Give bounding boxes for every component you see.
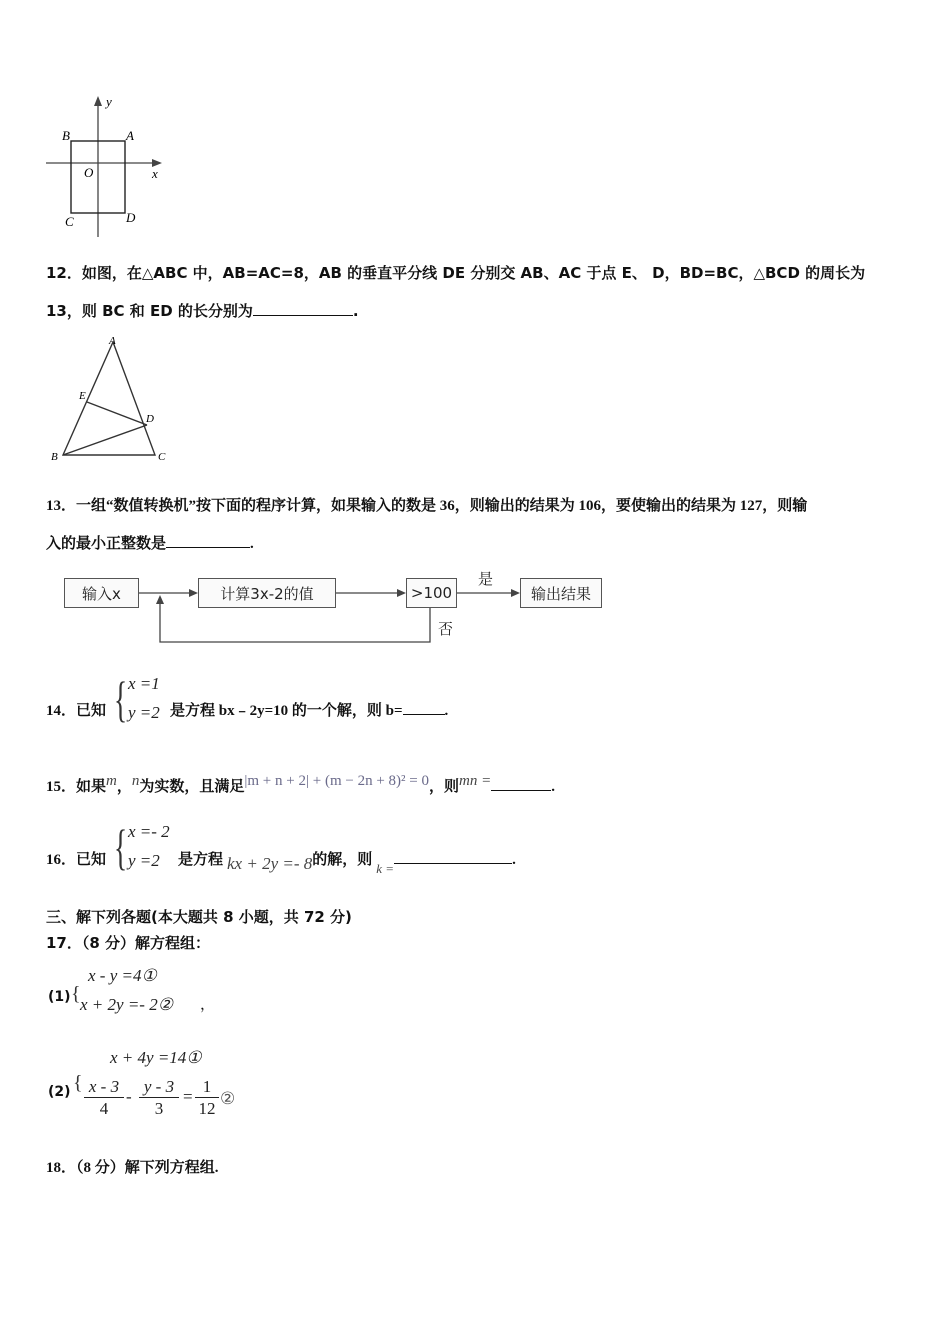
flow-output-box: 输出结果 xyxy=(520,578,602,608)
q15-prefix: 15．如果 xyxy=(46,779,107,795)
q15-sep: ， xyxy=(116,779,132,795)
q15-then: ，则 xyxy=(428,779,459,795)
q12-line2-text: 13，则 BC 和 ED 的长分别为 xyxy=(46,302,253,320)
q14-prefix: 14．已知 xyxy=(46,703,107,719)
label-d: D xyxy=(126,210,136,225)
flowchart-connectors xyxy=(0,560,950,660)
q15-expr: mn = xyxy=(459,773,492,789)
label-c: C xyxy=(158,451,166,463)
coordinate-square-figure xyxy=(40,92,180,242)
flow-no-label: 否 xyxy=(438,620,454,638)
q13-line2-text: 入的最小正整数是 xyxy=(46,536,167,552)
q14-answer-blank[interactable] xyxy=(403,700,445,715)
q15-var-m: m xyxy=(106,773,117,789)
q15-var-n: n xyxy=(131,773,140,789)
equals-sign: = xyxy=(183,1087,193,1106)
frac3: 1 12 xyxy=(195,1077,219,1120)
label-a: A xyxy=(126,128,134,143)
segment-bd xyxy=(63,425,147,455)
segment-ed xyxy=(87,402,147,425)
q17-title: 17．（8 分）解方程组： xyxy=(46,934,211,952)
q14-end: . xyxy=(444,703,449,719)
q17-p2-brace: { xyxy=(73,1072,83,1094)
q12-end: . xyxy=(352,302,359,320)
q16-prefix: 16．已知 xyxy=(46,852,107,868)
flow-compare-box: >100 xyxy=(406,578,457,608)
minus-sign: - xyxy=(126,1087,132,1106)
q13-line2 xyxy=(46,532,254,553)
q16-equation: kx + 2y =- 8 xyxy=(227,854,313,873)
q13-answer-blank[interactable] xyxy=(166,533,250,548)
q14-brace: { xyxy=(114,671,128,727)
q15-line xyxy=(46,773,555,796)
frac2: y - 3 3 xyxy=(139,1077,179,1120)
label-o: O xyxy=(84,165,94,180)
label-e: E xyxy=(79,390,86,402)
q17-p1-brace: { xyxy=(71,983,81,1005)
q16-answer-blank[interactable] xyxy=(394,849,512,864)
q18-title: 18．（8 分）解下列方程组. xyxy=(46,1160,219,1176)
label-b: B xyxy=(51,451,58,463)
q13-end: . xyxy=(250,536,254,552)
flow-input-box: 输入x xyxy=(64,578,139,608)
label-y: y xyxy=(106,94,112,109)
q15-mid: 为实数，且满足 xyxy=(139,779,245,795)
label-b: B xyxy=(62,128,70,143)
q16-then: 的解，则 xyxy=(312,852,373,868)
q17-p1-comma: ， xyxy=(200,995,216,1013)
section3-title: 三、解下列各题(本大题共 8 小题，共 72 分) xyxy=(46,908,352,926)
q17-p1-label: (1) xyxy=(48,989,71,1005)
flow-compute-box: 计算3x-2的值 xyxy=(198,578,336,608)
q16-k: k = xyxy=(376,861,395,876)
q15-answer-blank[interactable] xyxy=(491,776,551,791)
q14-sys-line2: y =2 xyxy=(128,703,160,722)
label-a: A xyxy=(109,335,116,347)
q17-p2-eq1: x + 4y =14① xyxy=(110,1048,202,1067)
q16-sys-line1: x =- 2 xyxy=(128,822,170,841)
q17-p1-eq2: x + 2y =- 2② xyxy=(80,995,173,1014)
q15-end: . xyxy=(551,779,555,795)
q16-sys-line2: y =2 xyxy=(128,851,160,870)
q15-condition: |m + n + 2| + (m − 2n + 8)² = 0 xyxy=(244,773,429,789)
q16-mid: 是方程 xyxy=(178,852,224,868)
q12-line2 xyxy=(46,300,359,321)
q17-p1-eq1: x - y =4① xyxy=(88,966,157,985)
label-c: C xyxy=(65,214,74,229)
q17-p2-label: (2) xyxy=(48,1084,71,1100)
q14-sys-line1: x =1 xyxy=(128,674,160,693)
q12-line1: 12．如图，在△ABC 中，AB=AC=8，AB 的垂直平分线 DE 分别交 AB、AC 于点 E、 D，BD=BC，△BCD 的周长为 xyxy=(46,264,866,282)
flow-yes-label: 是 xyxy=(478,570,494,588)
q12-answer-blank[interactable] xyxy=(253,301,353,316)
q13-line1: 13．一组“数值转换机”按下面的程序计算，如果输入的数是 36，则输出的结果为 106，要使输出的结果为 127，则输 xyxy=(46,498,808,514)
label-x: x xyxy=(152,166,158,181)
frac1: x - 3 4 xyxy=(84,1077,124,1120)
q16-text xyxy=(178,848,516,876)
label-d: D xyxy=(146,413,154,425)
q16-brace: { xyxy=(114,819,128,875)
q16-end: . xyxy=(512,852,516,868)
circled-two: ② xyxy=(220,1089,236,1108)
q14-text xyxy=(170,699,448,720)
q14-text-body: 是方程 bx﹣2y=10 的一个解，则 b= xyxy=(170,703,403,719)
y-axis-arrow xyxy=(94,96,102,106)
triangle-abc-figure xyxy=(45,332,185,467)
